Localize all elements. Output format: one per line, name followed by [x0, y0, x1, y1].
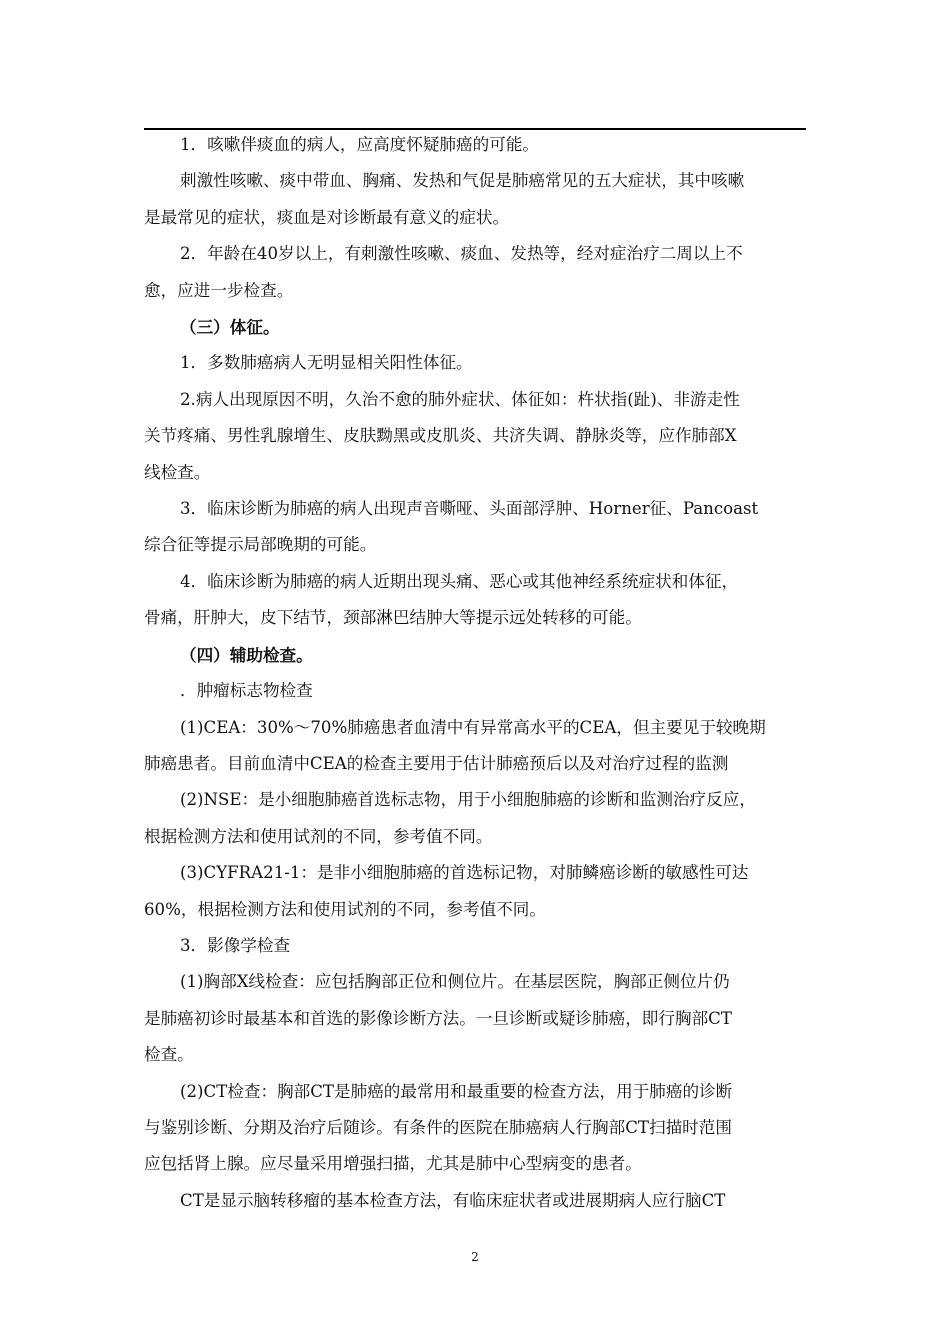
section-heading: （三）体征。 — [180, 317, 280, 338]
paragraph-line: 刺激性咳嗽、痰中带血、胸痛、发热和气促是肺癌常见的五大症状，其中咳嗽 — [180, 171, 745, 191]
paragraph-line: (3)CYFRA21-1：是非小细胞肺癌的首选标记物，对肺鳞癌诊断的敏感性可达 — [180, 863, 749, 883]
paragraph-line: 2．年龄在40岁以上，有刺激性咳嗽、痰血、发热等，经对症治疗二周以上不 — [180, 244, 743, 264]
paragraph-line: 肺癌患者。目前血清中CEA的检查主要用于估计肺癌预后以及对治疗过程的监测 — [144, 753, 729, 773]
paragraph-line: (1)胸部X线检查：应包括胸部正位和侧位片。在基层医院，胸部正侧位片仍 — [180, 972, 730, 992]
paragraph-line: 1．咳嗽伴痰血的病人，应高度怀疑肺癌的可能。 — [180, 135, 540, 154]
paragraph-line: 3．影像学检查 — [180, 935, 291, 955]
paragraph-line: 线检查。 — [144, 462, 211, 482]
paragraph-line: 60%，根据检测方法和使用试剂的不同，参考值不同。 — [144, 899, 546, 919]
paragraph-line: ．肿瘤标志物检查 — [180, 681, 313, 701]
paragraph-line: CT是显示脑转移瘤的基本检查方法，有临床症状者或进展期病人应行脑CT — [180, 1190, 726, 1210]
section-heading: （四）辅助检查。 — [180, 644, 313, 665]
paragraph-line: (2)NSE：是小细胞肺癌首选标志物，用于小细胞肺癌的诊断和监测治疗反应， — [180, 790, 756, 810]
paragraph-line: 与鉴别诊断、分期及治疗后随诊。有条件的医院在肺癌病人行胸部CT扫描时范围 — [144, 1117, 732, 1137]
paragraph-line: 是肺癌初诊时最基本和首选的影像诊断方法。一旦诊断或疑诊肺癌，即行胸部CT — [144, 1008, 732, 1028]
paragraph-line: (1)CEA：30%～70%肺癌患者血清中有异常高水平的CEA，但主要见于较晚期 — [180, 717, 766, 737]
page-number: 2 — [471, 1250, 479, 1264]
paragraph-line: 骨痛，肝肿大，皮下结节，颈部淋巴结肿大等提示远处转移的可能。 — [144, 608, 642, 628]
document-body — [144, 127, 808, 1219]
paragraph-line: 2.病人出现原因不明，久治不愈的肺外症状、体征如：杵状指(趾)、非游走性 — [180, 389, 740, 409]
paragraph-line: 综合征等提示局部晚期的可能。 — [144, 535, 377, 555]
paragraph-line: 1．多数肺癌病人无明显相关阳性体征。 — [180, 353, 473, 373]
paragraph-line: 根据检测方法和使用试剂的不同，参考值不同。 — [144, 826, 493, 846]
paragraph-line: 3．临床诊断为肺癌的病人出现声音嘶哑、头面部浮肿、Horner征、Pancoast — [180, 499, 759, 519]
paragraph-line: 愈，应进一步检查。 — [144, 280, 294, 300]
paragraph-line: 应包括肾上腺。应尽量采用增强扫描，尤其是肺中心型病变的患者。 — [144, 1154, 642, 1174]
paragraph-line: 是最常见的症状，痰血是对诊断最有意义的症状。 — [144, 207, 510, 227]
paragraph-line: 检查。 — [144, 1045, 194, 1065]
paragraph-line: 关节疼痛、男性乳腺增生、皮肤黝黑或皮肌炎、共济失调、静脉炎等，应作肺部X — [144, 426, 737, 446]
paragraph-line: (2)CT检查：胸部CT是肺癌的最常用和最重要的检查方法，用于肺癌的诊断 — [180, 1081, 733, 1101]
paragraph-line: 4．临床诊断为肺癌的病人近期出现头痛、恶心或其他神经系统症状和体征， — [180, 571, 739, 591]
